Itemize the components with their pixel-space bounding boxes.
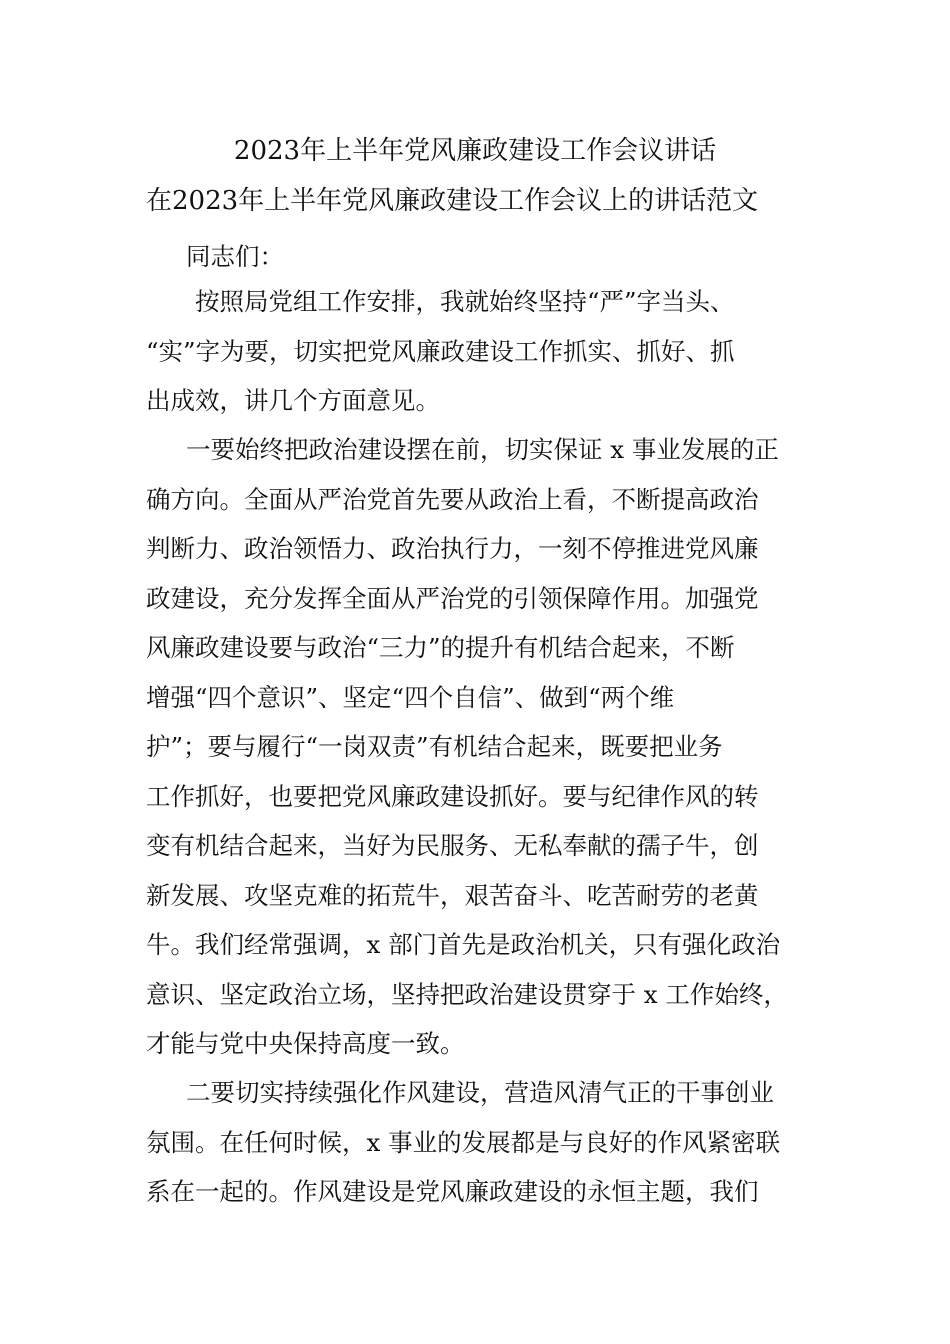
paragraph-line: 风廉政建设要与政治“三力”的提升有机结合起来，不断 xyxy=(146,633,735,662)
paragraph-line: “实”字为要，切实把党风廉政建设工作抓实、抓好、抓 xyxy=(146,336,735,366)
paragraph-line: 新发展、攻坚克难的拓荒牛，艰苦奋斗、吃苦耐劳的老黄 xyxy=(146,880,759,910)
paragraph-3 xyxy=(146,1068,826,1217)
paragraph-line: 牛。我们经常强调，x 部门首先是政治机关，只有强化政治 xyxy=(146,930,781,959)
document-title: 2023年上半年党风廉政建设工作会议讲话 xyxy=(233,136,717,166)
paragraph-line: 护”；要与履行“一岗双责”有机结合起来，既要把业务 xyxy=(146,732,723,761)
paragraph-line: 意识、坚定政治立场，坚持把政治建设贯穿于 x 工作始终， xyxy=(146,979,788,1009)
paragraph-line: 出成效，讲几个方面意见。 xyxy=(146,386,440,415)
paragraph-line: 变有机结合起来，当好为民服务、无私奉献的孺子牛，创 xyxy=(146,831,759,860)
paragraph-line: 政建设，充分发挥全面从严治党的引领保障作用。加强党 xyxy=(146,583,759,613)
salutation-line: 同志们： xyxy=(186,242,284,271)
paragraph-line: 氛围。在任何时候，x 事业的发展都是与良好的作风紧密联 xyxy=(146,1127,781,1157)
paragraph-line: 确方向。全面从严治党首先要从政治上看，不断提高政治 xyxy=(146,484,759,514)
document-subtitle: 在2023年上半年党风廉政建设工作会议上的讲话范文 xyxy=(146,186,759,216)
salutation xyxy=(146,232,826,282)
paragraph-1 xyxy=(146,277,826,426)
paragraph-line: 系在一起的。作风建设是党风廉政建设的永恒主题，我们 xyxy=(146,1177,759,1206)
paragraph-line: 才能与党中央保持高度一致。 xyxy=(146,1029,465,1058)
paragraph-line: 按照局党组工作安排，我就始终坚持“严”字当头、 xyxy=(195,287,735,316)
paragraph-2 xyxy=(146,425,826,1069)
paragraph-line: 一要始终把政治建设摆在前，切实保证 x 事业发展的正 xyxy=(186,435,779,464)
paragraph-line: 判断力、政治领悟力、政治执行力，一刻不停推进党风廉 xyxy=(146,534,759,563)
paragraph-line: 二要切实持续强化作风建设，营造风清气正的干事创业 xyxy=(186,1078,774,1107)
paragraph-line: 工作抓好，也要把党风廉政建设抓好。要与纪律作风的转 xyxy=(146,781,759,811)
paragraph-line: 增强“四个意识”、坚定“四个自信”、做到“两个维 xyxy=(146,682,675,712)
